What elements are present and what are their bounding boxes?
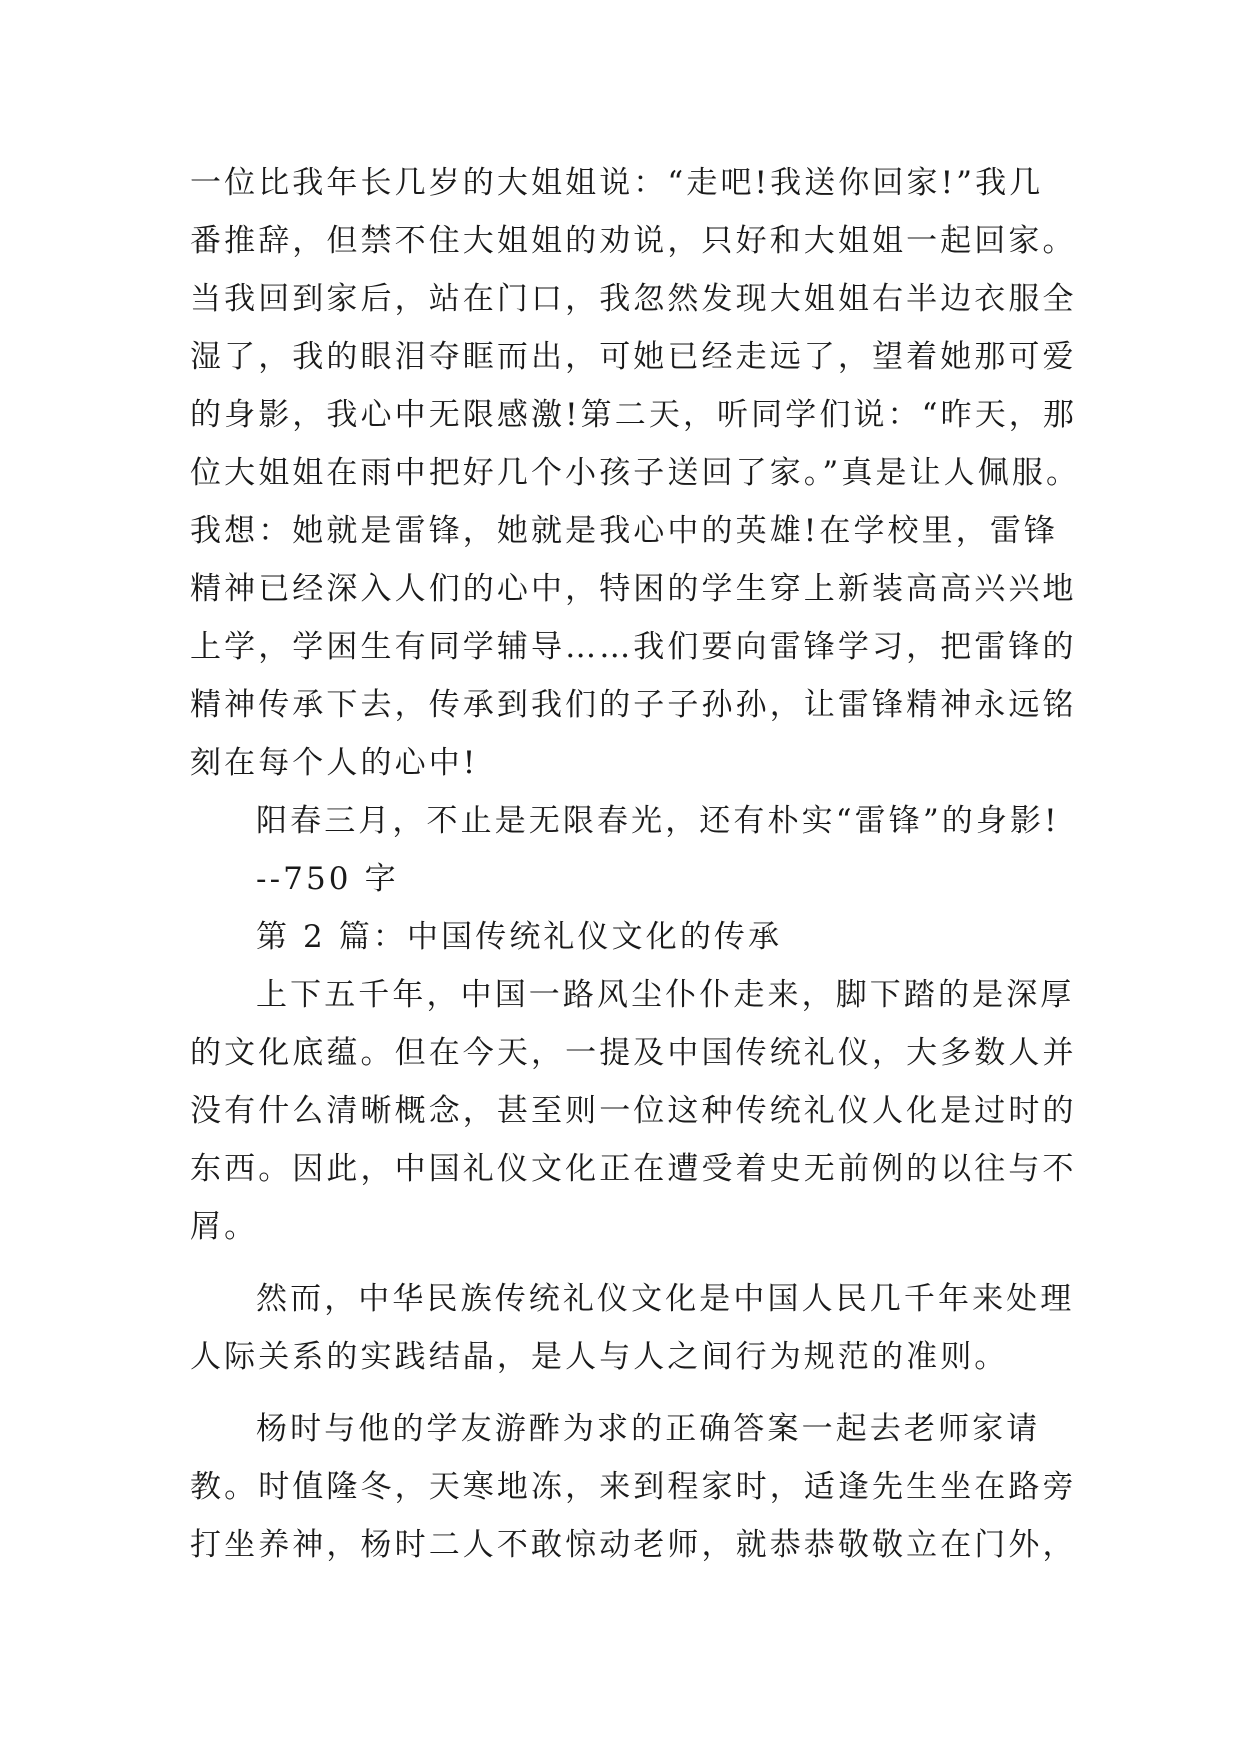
text-line: 一位比我年长几岁的大姐姐说：“走吧!我送你回家!”我几: [190, 165, 1044, 201]
text-line: 位大姐姐在雨中把好几个小孩子送回了家。”真是让人佩服。: [190, 455, 1081, 491]
text-line: 精神传承下去，传承到我们的子子孙孙，让雷锋精神永远铭: [190, 687, 1077, 723]
text-line: 屑。: [190, 1209, 259, 1245]
article-heading: 第 2 篇：中国传统礼仪文化的传承: [256, 919, 783, 955]
text-line: 人际关系的实践结晶，是人与人之间行为规范的准则。: [190, 1339, 1009, 1375]
text-line: 我想：她就是雷锋，她就是我心中的英雄!在学校里，雷锋: [190, 513, 1059, 549]
text-line: 东西。因此，中国礼仪文化正在遭受着史无前例的以往与不: [190, 1151, 1077, 1187]
text-line: 没有什么清晰概念，甚至则一位这种传统礼仪人化是过时的: [190, 1093, 1077, 1129]
text-line: 精神已经深入人们的心中，特困的学生穿上新装高高兴兴地: [190, 571, 1077, 607]
document-body: [190, 154, 1081, 1574]
text-line: 打坐养神，杨时二人不敢惊动老师，就恭恭敬敬立在门外，: [190, 1527, 1077, 1563]
text-line: 阳春三月，不止是无限春光，还有朴实“雷锋”的身影!: [256, 803, 1060, 839]
text-line: 上下五千年，中国一路风尘仆仆走来，脚下踏的是深厚: [256, 977, 1075, 1013]
text-line: 上学，学困生有同学辅导……我们要向雷锋学习，把雷锋的: [190, 629, 1077, 665]
text-line: 杨时与他的学友游酢为求的正确答案一起去老师家请: [256, 1411, 1041, 1447]
text-line: 番推辞，但禁不住大姐姐的劝说，只好和大姐姐一起回家。: [190, 223, 1077, 259]
text-line: 然而，中华民族传统礼仪文化是中国人民几千年来处理: [256, 1281, 1075, 1317]
text-line: 当我回到家后，站在门口，我忽然发现大姐姐右半边衣服全: [190, 281, 1077, 317]
word-count: --750 字: [256, 861, 399, 897]
text-line: 刻在每个人的心中!: [190, 745, 479, 781]
text-line: 教。时值隆冬，天寒地冻，来到程家时，适逢先生坐在路旁: [190, 1469, 1077, 1505]
text-line: 湿了，我的眼泪夺眶而出，可她已经走远了，望着她那可爱: [190, 339, 1077, 375]
text-line: 的文化底蕴。但在今天，一提及中国传统礼仪，大多数人并: [190, 1035, 1077, 1071]
text-line: 的身影，我心中无限感激!第二天，听同学们说：“昨天，那: [190, 397, 1078, 433]
